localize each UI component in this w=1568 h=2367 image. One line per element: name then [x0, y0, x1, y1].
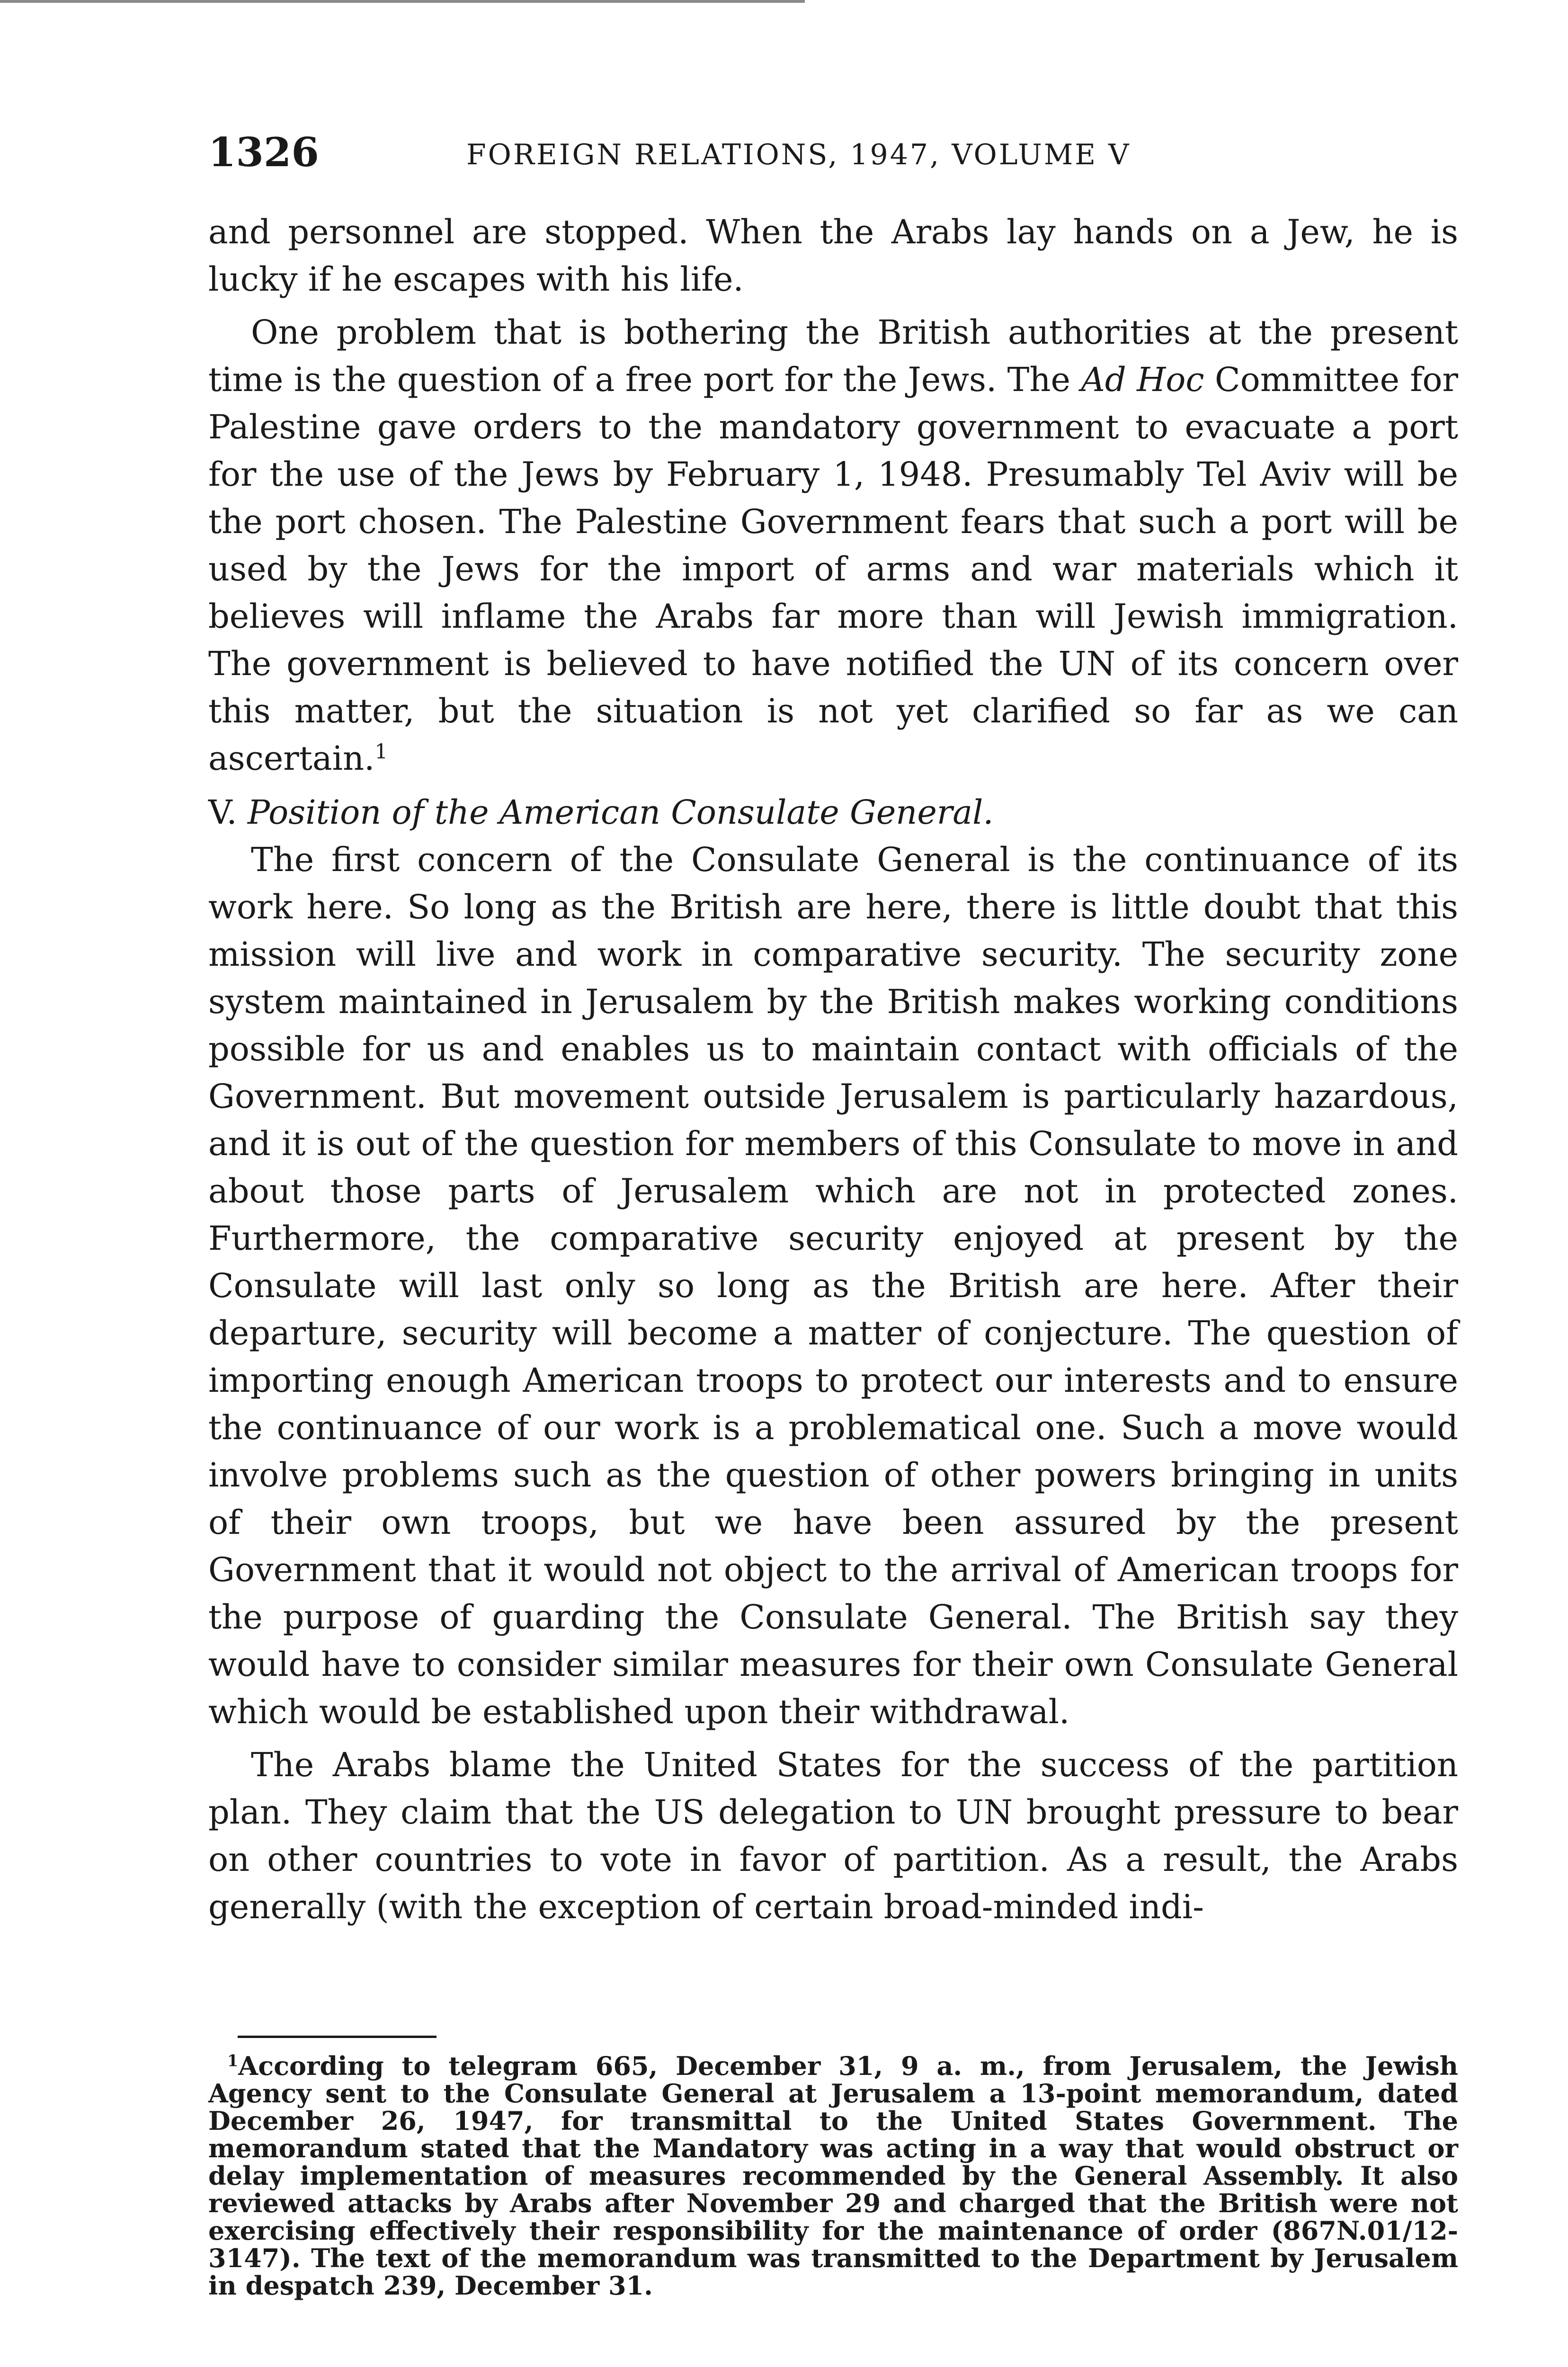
paragraph-consulate-security	[208, 836, 1458, 1735]
section-numeral: V.	[208, 793, 237, 832]
footnote-1	[208, 2052, 1458, 2299]
page-header	[208, 124, 1458, 181]
paragraph-partition-blame	[208, 1741, 1458, 1931]
section-title: Position of the American Consulate General.	[247, 793, 994, 832]
document-page	[208, 0, 1458, 2367]
footnote-divider	[238, 2036, 437, 2038]
footnote-reference[interactable]: 1	[374, 740, 388, 764]
paragraph-1-text: and personnel are stopped. When the Arabs lay hands on a Jew, he is lucky if he escapes with his life.	[208, 213, 1458, 299]
section-heading	[208, 789, 1458, 836]
running-head: FOREIGN RELATIONS, 1947, VOLUME V	[466, 138, 1131, 171]
body-text	[208, 208, 1458, 1931]
paragraph-3-text: The first concern of the Consulate General is the continuance of its work here. So long as the British are here, there is little doubt that this mission will live and work in comparative security. The security zone system maintained in Jerusalem by the British makes working conditions possible for us and enables us to maintain contact with officials of the Government. But movement outside Jerusalem is particularly hazardous, and it is out of the question for members of this Consulate to move in and about those parts of Jerusalem which are not in protected zones. Furthermore, the comparative security enjoyed at present by the Consulate will last only so long as the British are here. After their departure, security will become a matter of conjecture. The question of importing enough American troops to protect our interests and to ensure the continuance of our work is a problematical one. Such a move would involve problems such as the question of other powers bringing in units of their own troops, but we have been assured by the present Government that it would not object to the arrival of American troops for the purpose of guarding the Consulate General. The British say they would have to consider similar measures for their own Consulate General which would be established upon their withdrawal.	[208, 840, 1458, 1731]
ad-hoc-italic: Ad Hoc	[1081, 360, 1204, 399]
paragraph-free-port	[208, 309, 1458, 782]
page-number: 1326	[208, 129, 319, 176]
paragraph-4-text: The Arabs blame the United States for the success of the partition plan. They claim that the US delegation to UN brought pressure to bear on other countries to vote in favor of partition. As a result, the Arabs generally (with the exception of certain broad-minded indi-	[208, 1745, 1458, 1926]
footnote-text: According to telegram 665, December 31, 9 a. m., from Jerusalem, the Jewish Agency sent to the Consulate General at Jerusalem a 13-point memorandum, dated December 26, 1947, for transmittal to the United States Government. The memorandum stated that the Mandatory was acting in a way that would obstruct or delay implementation of measures recommended by the General Assembly. It also reviewed attacks by Arabs after November 29 and charged that the British were not exercising effectively their responsibility for the maintenance of order (867N.01/12-3147). The text of the memorandum was transmitted to the Department by Jerusalem in despatch 239, December 31.	[208, 2051, 1458, 2301]
footnote-marker: 1	[227, 2051, 239, 2070]
paragraph-2-text-b: Committee for Palestine gave orders to the mandatory government to evacuate a port for the use of the Jews by February 1, 1948. Presumably Tel Aviv will be the port chosen. The Palestine Government fears that such a port will be used by the Jews for the import of arms and war materials which it believes will inflame the Arabs far more than will Jewish immigration. The government is believed to have notified the UN of its concern over this matter, but the situation is not yet clarified so far as we can ascertain.	[208, 360, 1458, 778]
paragraph-2-text-a: One problem that is bothering the British authorities at the present time is the question of a free port for the Jews. The	[208, 313, 1458, 399]
paragraph-continued	[208, 208, 1458, 303]
